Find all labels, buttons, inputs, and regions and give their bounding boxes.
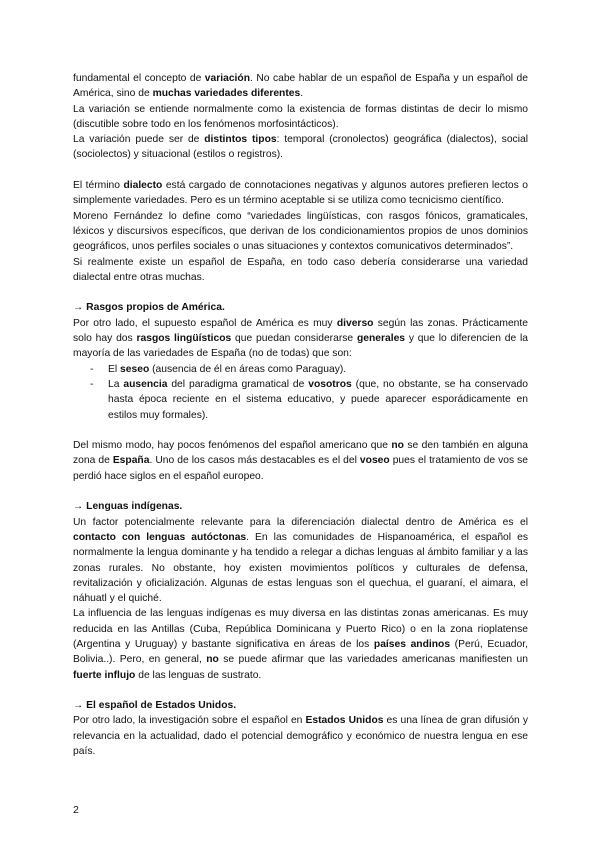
paragraph: Por otro lado, la investigación sobre el español en Estados Unidos es una línea de gran difusión y relevancia en la actualidad, dado el potencial demográfico y económico de nuestra lengua en ese país. — [73, 715, 528, 758]
list-item: - El seseo (ausencia de él en áreas como Paraguay). — [90, 362, 528, 377]
bold-term: rasgos lingüísticos — [136, 333, 232, 345]
bold-term: generales — [356, 333, 406, 345]
paragraph: fundamental el concepto de variación. No cabe hablar de un español de España y un español de América, sino de muchas variedades diferentes. — [73, 73, 528, 100]
bold-term: España — [112, 455, 150, 467]
bold-term: ausencia — [123, 378, 168, 390]
document-page — [73, 71, 528, 759]
bold-term: no — [206, 654, 219, 666]
paragraph: La influencia de las lenguas indígenas es muy diversa en las distintas zonas americanas. Es muy reducida en las Antillas (Cuba, República Dominicana y Puerto Rico) o en la zona rioplatense (Argentina y Uruguay) y bastante significativa en áreas de los países andinos (Perú, Ecuador, Bolivia..). Pero, en general, no se puede afirmar que las variedades americanas manifiesten un fuerte influjo de las lenguas de sustrato. — [73, 608, 529, 681]
bold-term: fuerte influjo — [73, 669, 136, 681]
section-heading: → El español de Estados Unidos. — [73, 700, 237, 712]
bold-term: vosotros — [308, 378, 352, 390]
bold-term: diverso — [336, 317, 374, 329]
paragraph: Un factor potencialmente relevante para la diferenciación dialectal dentro de América es el contacto con lenguas autóctonas. En las comunidades de Hispanoamérica, el español es normalmente la lengua dominante y ha tendido a relegar a dichas lenguas al ámbito familiar y a las zonas rurales. No obstante, hoy existen movimientos políticos y culturales de defensa, revitalización y oficialización. Algunas de estas lenguas son el quechua, el guaraní, el aimara, el náhuatl y el quiché. — [73, 516, 528, 605]
paragraph: El término dialecto está cargado de connotaciones negativas y algunos autores prefieren lectos o simplemente variedades. Pero es un término aceptable si se utiliza como tecnicismo científico. — [73, 180, 528, 207]
bold-term: países andinos — [373, 638, 451, 650]
bold-term: muchas variedades diferentes — [152, 88, 301, 100]
paragraph: La variación puede ser de distintos tipos: temporal (cronolectos) geográfica (dialectos), social (sociolectos) y situacional (estilos o registros). — [73, 134, 528, 161]
paragraph: Moreno Fernández lo define como “variedades lingüísticas, con rasgos fónicos, gramaticales, léxicos y discursivos específicos, que derivan de los condicionamientos propios de unos dominios geográficos, unos perfiles sociales o unas situaciones y contextos comunicativos determinados”. — [73, 210, 528, 253]
list-item: - La ausencia del paradigma gramatical de vosotros (que, no obstante, se ha conservado hasta época reciente en el sistema educativo, y puede aparecer esporádicamente en estilos muy formales). — [90, 378, 528, 421]
dash-list — [73, 362, 528, 423]
bold-term: seseo — [120, 363, 150, 375]
bold-term: distintos tipos — [204, 134, 277, 146]
page-number: 2 — [73, 804, 79, 816]
paragraph: Del mismo modo, hay pocos fenómenos del español americano que no se den también en alguna zona de España. Uno de los casos más destacables es el del voseo pues el tratamiento de vos se perdió hace siglos en el español europeo. — [73, 440, 528, 482]
paragraph: La variación se entiende normalmente como la existencia de formas distintas de decir lo mismo (discutible sobre todo en los fenómenos morfosintácticos). — [73, 103, 528, 130]
bold-term: voseo — [359, 455, 390, 467]
section-heading: → Rasgos propios de América. — [73, 302, 225, 314]
bold-term: Estados Unidos — [305, 715, 384, 727]
paragraph: Si realmente existe un español de España, en todo caso debería considerarse una variedad dialectal entre otras muchas. — [73, 256, 528, 283]
bold-term: dialecto — [123, 180, 163, 192]
bold-term: variación — [204, 73, 250, 84]
dash-bullet: - — [90, 378, 94, 390]
dash-bullet: - — [90, 363, 94, 375]
section-heading: → Lenguas indígenas. — [73, 501, 183, 513]
bold-term: contacto con lenguas autóctonas — [73, 531, 247, 543]
paragraph: Por otro lado, el supuesto español de América es muy diverso según las zonas. Prácticamente solo hay dos rasgos lingüísticos que puedan considerarse generales y que lo diferencien de la mayoría de las variedades de España (no de todas) que son: — [73, 317, 528, 360]
bold-term: no — [391, 440, 404, 452]
